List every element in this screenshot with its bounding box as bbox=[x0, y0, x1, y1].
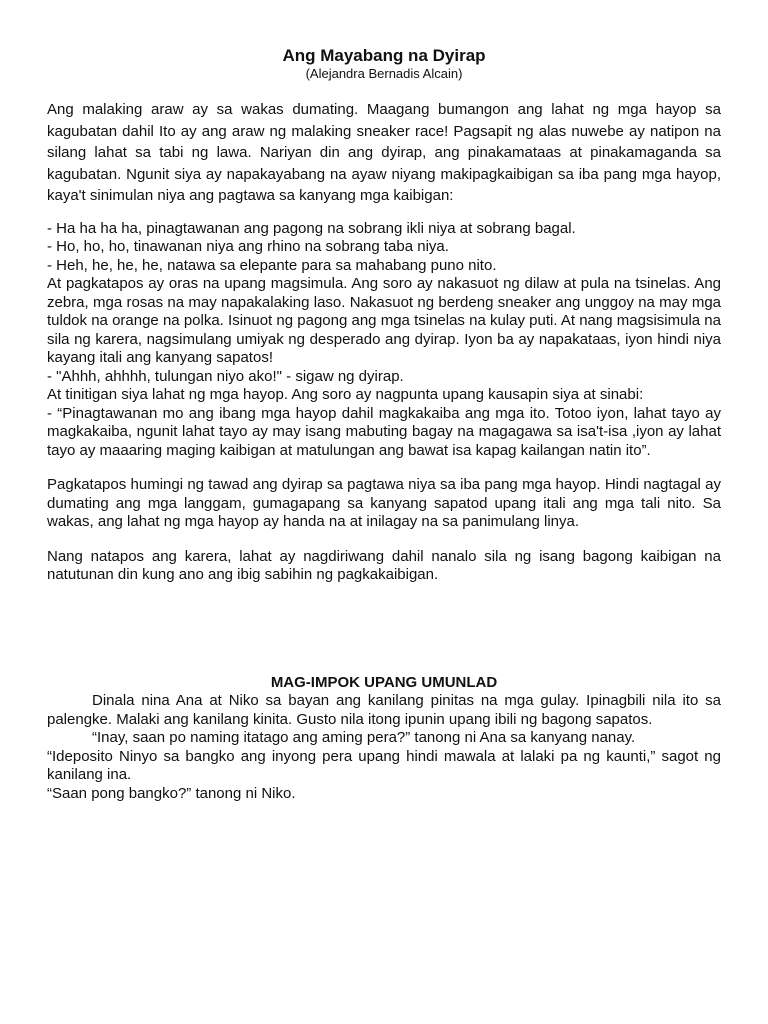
dialogue-line: - Heh, he, he, he, natawa sa elepante para sa mahabang puno nito. bbox=[47, 256, 497, 274]
dialogue-line: “Inay, saan po naming itatago ang aming pera?” tanong ni Ana sa kanyang nanay. bbox=[92, 729, 636, 746]
document-page bbox=[47, 46, 721, 803]
dialogue-line: - “Pinagtawanan mo ang ibang mga hayop dahil magkakaiba ang mga ito. Totoo iyon, lahat tayo ay magkakaiba, ngunit lahat tayo ay may isang mabuting bagay na magagawa sa isa't-isa ,iyon ay lahat tayo ay maaaring maging kaibigan at matulungan ang bawat isa kapag kailangan natin ito”. bbox=[47, 404, 721, 459]
story-paragraph: At pagkatapos ay oras na upang magsimula. Ang soro ay nakasuot ng dilaw at pula na tsinelas. Ang zebra, mga rosas na may napakalaking laso. Nakasuot ng berdeng sneaker ang unggoy na may mga tuldok na orange na polka. Isinuot ng pagong ang mga tsinelas na kulay puti. At nang magsisimula na sila ng karera, nagsimulang umiyak ng desperado ang dyirap. Iyon ba ay napakataas, iyon hindi niya kayang itali ang kanyang sapatos! bbox=[47, 275, 721, 366]
second-story-title: MAG-IMPOK UPANG UMUNLAD bbox=[270, 673, 498, 691]
dialogue-line: - Ho, ho, ho, tinawanan niya ang rhino na sobrang taba niya. bbox=[47, 238, 449, 255]
dialogue-line: “Ideposito Ninyo sa bangko ang inyong pera upang hindi mawala at lalaki pa ng kaunti,” sagot ng kanilang ina. bbox=[47, 747, 721, 783]
story-author: (Alejandra Bernadis Alcain) bbox=[305, 66, 463, 81]
story-title: Ang Mayabang na Dyirap bbox=[282, 46, 486, 65]
dialogue-line: “Saan pong bangko?” tanong ni Niko. bbox=[47, 784, 296, 802]
story-paragraph: Ang malaking araw ay sa wakas dumating. Maagang bumangon ang lahat ng mga hayop sa kagubatan dahil Ito ay ang araw ng malaking sneaker race! Pagsapit ng alas nuwebe ay natipon na silang lahat sa tabi ng lawa. Nariyan din ang dyirap, ang pinakamataas at pinakamaganda sa kagubatan. Ngunit siya ay napakayabang na ayaw niyang makipagkaibigan sa iba pang mga hayop, kaya't sinimulan niya ang pagtawa sa kanyang mga kaibigan: bbox=[47, 101, 721, 204]
story-paragraph: Dinala nina Ana at Niko sa bayan ang kanilang pinitas na mga gulay. Ipinagbili nila ito sa palengke. Malaki ang kanilang kinita. Gusto nila itong ipunin upang ibili ng bagong sapatos. bbox=[47, 692, 721, 728]
story-paragraph: Nang natapos ang karera, lahat ay nagdiriwang dahil nanalo sila ng isang bagong kaibigan na natutunan din kung ano ang ibig sabihin ng pagkakaibigan. bbox=[47, 547, 721, 583]
dialogue-line: - "Ahhh, ahhhh, tulungan niyo ako!" - sigaw ng dyirap. bbox=[47, 367, 404, 385]
story-paragraph: Pagkatapos humingi ng tawad ang dyirap sa pagtawa niya sa iba pang mga hayop. Hindi nagtagal ay dumating ang mga langgam, gumagapang sa kanyang sapatod upang itali ang mga tali nito. Sa wakas, ang lahat ng mga hayop ay handa na at inilagay na sa panimulang linya. bbox=[47, 476, 721, 530]
dialogue-line: - Ha ha ha ha, pinagtawanan ang pagong na sobrang ikli niya at sobrang bagal. bbox=[47, 219, 576, 237]
story-paragraph: At tinitigan siya lahat ng mga hayop. Ang soro ay nagpunta upang kausapin siya at sinabi: bbox=[47, 386, 644, 403]
